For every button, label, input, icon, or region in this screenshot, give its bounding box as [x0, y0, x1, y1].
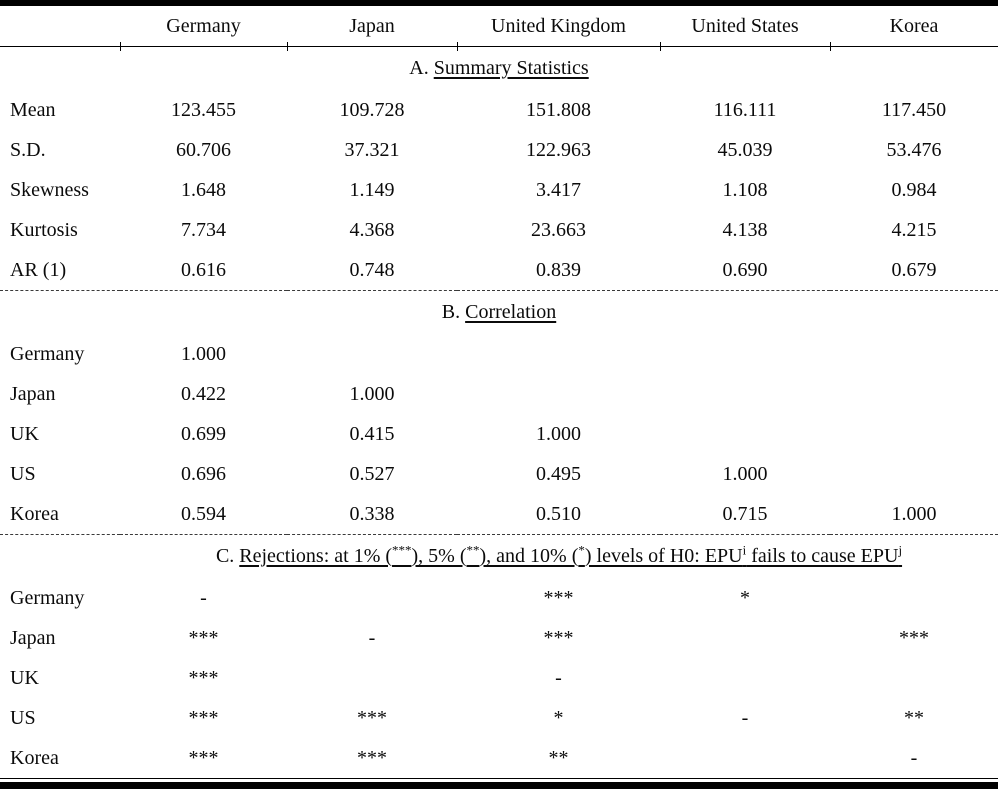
- value-cell: 4.138: [722, 218, 768, 241]
- section-title-part: B.: [441, 301, 466, 323]
- value-cell: 3.417: [536, 178, 581, 201]
- table-row: [0, 738, 998, 779]
- table-row: [0, 130, 998, 170]
- value-cell: -: [555, 666, 562, 689]
- header-section: [0, 3, 998, 47]
- column-separator-tick: [660, 42, 661, 51]
- table-row: [0, 494, 998, 535]
- value-cell: [660, 334, 830, 374]
- row-label: Skewness: [10, 178, 89, 201]
- section-title-part: Rejections: at 1% (: [239, 545, 393, 567]
- table-row: [0, 170, 998, 210]
- value-cell: 1.000: [722, 462, 768, 485]
- value-cell: 0.748: [349, 258, 395, 281]
- value-cell: 0.616: [181, 258, 226, 281]
- table-row: [0, 698, 998, 738]
- value-cell: -: [200, 586, 207, 609]
- section-title-part: *: [578, 542, 585, 558]
- table-row: [0, 250, 998, 291]
- value-cell: [830, 374, 998, 414]
- value-cell: -: [368, 626, 376, 649]
- value-cell: 7.734: [181, 218, 226, 241]
- value-cell: -: [830, 738, 998, 779]
- value-cell: [287, 658, 457, 698]
- value-cell: 0.696: [181, 462, 226, 485]
- value-cell: 0.679: [891, 258, 937, 281]
- row-label: Kurtosis: [10, 218, 78, 241]
- column-separator-tick: [287, 42, 288, 51]
- row-label: Korea: [10, 502, 59, 525]
- row-label: US: [10, 706, 36, 729]
- table-row: [0, 90, 998, 130]
- value-cell: [830, 454, 998, 494]
- value-cell: ***: [188, 666, 219, 689]
- value-cell: [457, 334, 660, 374]
- section-title-part: **: [466, 542, 480, 558]
- header-cell-united-states: United States: [660, 3, 830, 47]
- value-cell: 1.149: [349, 178, 395, 201]
- value-cell: 1.648: [181, 178, 226, 201]
- value-cell: 0.415: [349, 422, 395, 445]
- value-cell: [830, 578, 998, 618]
- value-cell: 0.338: [349, 502, 395, 525]
- section-title-part: A.: [409, 57, 434, 79]
- value-cell: 1.000: [536, 422, 581, 445]
- panel-c-title-row: [0, 535, 998, 579]
- section-title-part: ), 5% (: [411, 545, 467, 567]
- value-cell: 1.000: [181, 342, 226, 365]
- column-separator-tick: [120, 42, 121, 51]
- row-label: Germany: [10, 342, 85, 365]
- table-row: [0, 210, 998, 250]
- value-cell: [660, 374, 830, 414]
- row-label: Japan: [10, 626, 56, 649]
- value-cell: *: [553, 706, 564, 729]
- header-cell-japan: Japan: [287, 3, 457, 47]
- section-title-part: Correlation: [465, 301, 557, 323]
- value-cell: [830, 658, 998, 698]
- column-separator-tick: [830, 42, 831, 51]
- section-title-part: C.: [215, 545, 240, 567]
- row-label: Germany: [10, 586, 85, 609]
- value-cell: 123.455: [171, 98, 236, 121]
- value-cell: 117.450: [881, 98, 947, 121]
- row-label: Japan: [10, 382, 56, 405]
- row-label: Korea: [0, 738, 120, 779]
- value-cell: ***: [120, 738, 287, 779]
- row-label: UK: [10, 666, 39, 689]
- section-title-underlined: [434, 57, 589, 79]
- section-title-part: j: [898, 542, 903, 558]
- value-cell: 0.422: [181, 382, 226, 405]
- value-cell: 0.984: [891, 178, 937, 201]
- value-cell: **: [457, 738, 660, 779]
- table-row: [0, 334, 998, 374]
- header-cell-korea: Korea: [830, 3, 998, 47]
- value-cell: 0.510: [536, 502, 581, 525]
- table-row: [0, 618, 998, 658]
- value-cell: [830, 334, 998, 374]
- panel-c-title-spacer: [0, 535, 120, 579]
- panel-b-title-row: [0, 291, 998, 335]
- panel-a-summary-statistics: [0, 47, 998, 291]
- panel-c-causality-rejections: [0, 535, 998, 779]
- column-separator-tick: [457, 42, 458, 51]
- value-cell: [287, 334, 457, 374]
- value-cell: ***: [188, 626, 219, 649]
- value-cell: 0.690: [722, 258, 768, 281]
- value-cell: 1.000: [349, 382, 395, 405]
- value-cell: [660, 738, 830, 779]
- section-title-part: Summary Statistics: [433, 57, 589, 79]
- value-cell: 45.039: [717, 138, 773, 161]
- row-label: S.D.: [10, 138, 46, 161]
- table-row: [0, 414, 998, 454]
- header-cell-germany: Germany: [120, 3, 287, 47]
- value-cell: ***: [543, 586, 574, 609]
- value-cell: [457, 374, 660, 414]
- section-title-part: ), and 10% (: [479, 545, 579, 567]
- value-cell: 116.111: [713, 98, 777, 121]
- table-row: [0, 374, 998, 414]
- section-title-part: fails to cause EPU: [746, 545, 899, 567]
- value-cell: 0.699: [181, 422, 226, 445]
- panel-b-title: [0, 291, 998, 335]
- value-cell: [660, 658, 830, 698]
- row-label: UK: [10, 422, 39, 445]
- value-cell: 60.706: [176, 138, 231, 161]
- value-cell: 37.321: [344, 138, 400, 161]
- value-cell: 0.839: [536, 258, 581, 281]
- table-row: [0, 658, 998, 698]
- value-cell: 53.476: [886, 138, 942, 161]
- value-cell: 151.808: [526, 98, 591, 121]
- header-cell-empty: [0, 3, 120, 47]
- panel-b-correlation: [0, 291, 998, 535]
- section-title-part: i: [742, 542, 747, 558]
- value-cell: 109.728: [339, 98, 405, 121]
- value-cell: ***: [543, 626, 574, 649]
- value-cell: 1.000: [891, 502, 937, 525]
- value-cell: ***: [899, 626, 929, 649]
- value-cell: ***: [287, 738, 457, 779]
- panel-c-title: [120, 535, 998, 579]
- value-cell: *: [740, 586, 750, 609]
- table-row: [0, 454, 998, 494]
- table-row: [0, 578, 998, 618]
- value-cell: [660, 414, 830, 454]
- section-title-underlined: [239, 542, 903, 567]
- section-title-part: ) levels of H0: EPU: [584, 545, 743, 567]
- value-cell: 1.108: [722, 178, 768, 201]
- value-cell: [287, 578, 457, 618]
- table-header-row: [0, 3, 998, 47]
- value-cell: 4.215: [891, 218, 937, 241]
- value-cell: ***: [357, 706, 387, 729]
- value-cell: ***: [188, 706, 219, 729]
- row-label: AR (1): [10, 258, 67, 281]
- section-title-underlined: [465, 301, 556, 323]
- value-cell: 23.663: [531, 218, 586, 241]
- value-cell: 0.527: [349, 462, 395, 485]
- panel-a-title: [0, 47, 998, 91]
- value-cell: 0.594: [181, 502, 226, 525]
- value-cell: [660, 618, 830, 658]
- header-cell-united-kingdom: United Kingdom: [457, 3, 660, 47]
- value-cell: 0.715: [722, 502, 768, 525]
- value-cell: [830, 414, 998, 454]
- value-cell: 4.368: [349, 218, 395, 241]
- panel-a-title-row: [0, 47, 998, 91]
- section-title-part: ***: [392, 542, 412, 558]
- row-label: Mean: [10, 98, 56, 121]
- value-cell: **: [904, 706, 924, 729]
- row-label: US: [10, 462, 36, 485]
- value-cell: 122.963: [526, 138, 591, 161]
- value-cell: -: [741, 706, 749, 729]
- value-cell: 0.495: [536, 462, 581, 485]
